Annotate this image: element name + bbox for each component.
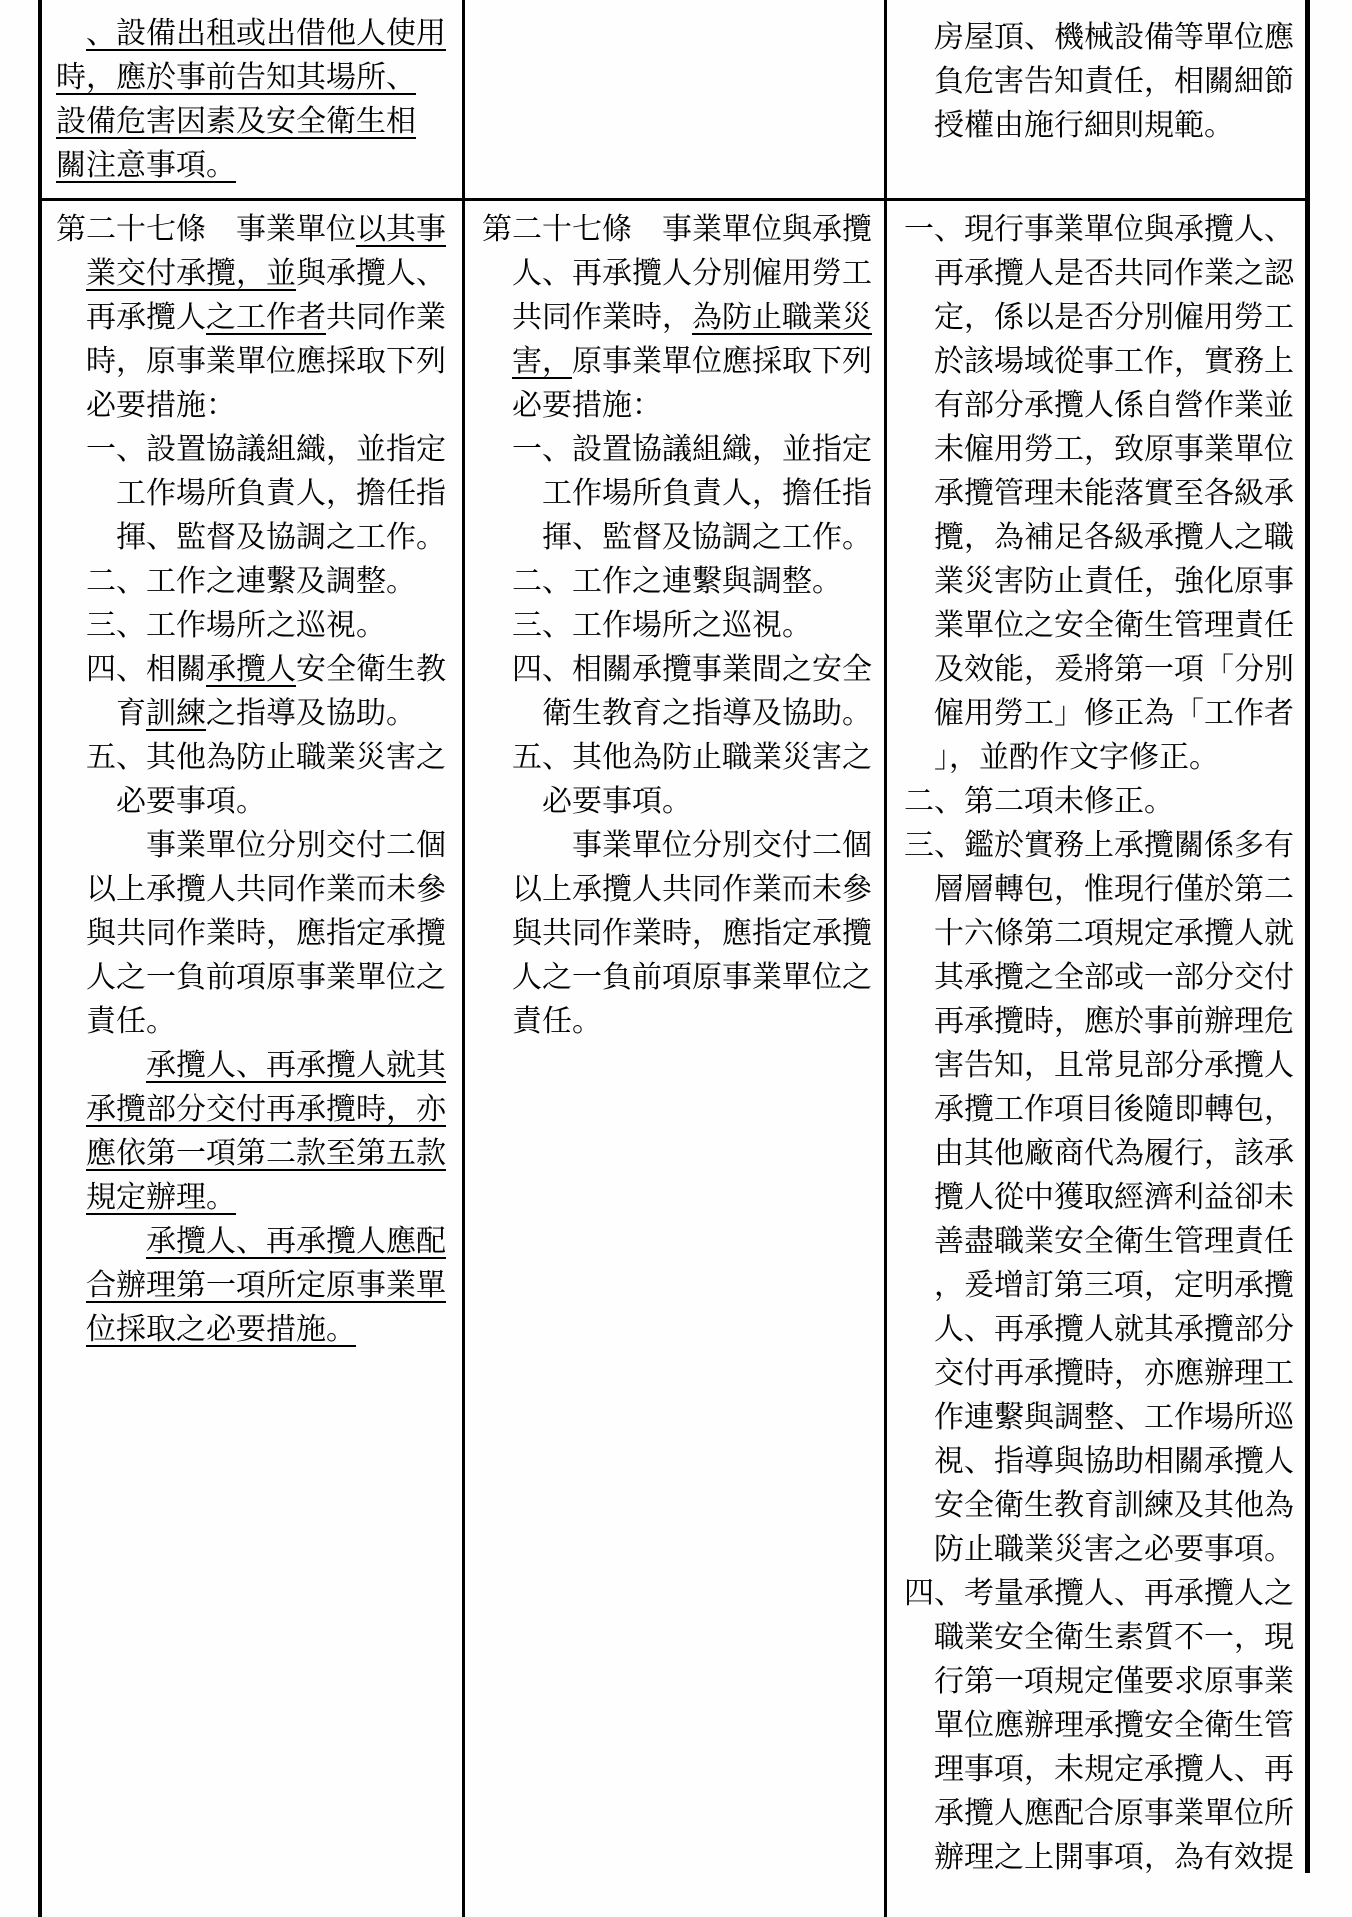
text: 共同作業: [326, 300, 446, 335]
underlined-text: 為防止職業災: [692, 300, 872, 335]
text: 再承攬人: [86, 300, 206, 335]
text-line: [56, 100, 446, 144]
text: 揮、監督及協調之工作。: [116, 520, 446, 555]
text: 第二十七條 事業單位與承攬: [482, 212, 872, 247]
text-line: [934, 736, 1294, 780]
text-line: [512, 296, 872, 340]
text: 授權由施行細則規範。: [934, 108, 1234, 143]
text: 僱用勞工」修正為「工作者: [934, 696, 1294, 731]
text-line: [904, 824, 1294, 868]
text: ，爰增訂第三項，定明承攬: [934, 1268, 1294, 1303]
text-line: [904, 208, 1294, 252]
text: 必要事項。: [116, 784, 266, 819]
underlined-text: 害，: [512, 344, 572, 379]
text-line: [934, 648, 1294, 692]
text: 負危害告知責任，相關細節: [934, 64, 1294, 99]
text: 人之一負前項原事業單位之: [86, 960, 446, 995]
text-line: [146, 1044, 446, 1088]
text-line: [934, 1528, 1294, 1572]
text: 責任。: [512, 1004, 602, 1039]
amended-article-continued-cell: [56, 12, 446, 188]
text: 責任。: [86, 1004, 176, 1039]
underlined-text: 訓練: [146, 696, 206, 731]
text-line: [512, 912, 872, 956]
text: 一、設置協議組織，並指定: [86, 432, 446, 467]
text-line: [934, 1484, 1294, 1528]
underlined-text: 合辦理第一項所定原事業單: [86, 1268, 446, 1303]
text: 層層轉包，惟現行僅於第二: [934, 872, 1294, 907]
text-line: [542, 692, 872, 736]
text: 工作場所負責人，擔任指: [542, 476, 872, 511]
text: 二、第二項未修正。: [904, 784, 1174, 819]
text-line: [56, 208, 446, 252]
text: 時，原事業單位應採取下列: [86, 344, 446, 379]
text: 以上承攬人共同作業而未參: [86, 872, 446, 907]
text: 交付再承攬時，亦應辦理工: [934, 1356, 1294, 1391]
text-line: [56, 144, 446, 188]
text: 三、工作場所之巡視。: [512, 608, 812, 643]
text-line: [934, 604, 1294, 648]
text: 攬，為補足各級承攬人之職: [934, 520, 1294, 555]
text-line: [934, 1616, 1294, 1660]
text-line: [934, 252, 1294, 296]
text-line: [934, 1792, 1294, 1836]
text: 一、現行事業單位與承攬人、: [904, 212, 1294, 247]
text: 二、工作之連繫與調整。: [512, 564, 842, 599]
text-line: [934, 516, 1294, 560]
text-line: [512, 868, 872, 912]
text: 定，係以是否分別僱用勞工: [934, 300, 1294, 335]
text-line: [116, 692, 446, 736]
underlined-text: 規定辦理。: [86, 1180, 236, 1215]
text: 安全衛生教: [296, 652, 446, 687]
text-line: [512, 340, 872, 384]
text-line: [934, 1132, 1294, 1176]
underlined-text: 時，應於事前告知其場所、: [56, 60, 416, 95]
text: 房屋頂、機械設備等單位應: [934, 20, 1294, 55]
text-line: [56, 56, 446, 100]
underlined-text: 業交付承攬，並: [86, 256, 296, 291]
text: 未僱用勞工，致原事業單位: [934, 432, 1294, 467]
table-right-border: [1305, 0, 1310, 1873]
text: 必要事項。: [542, 784, 692, 819]
text: 」，並酌作文字修正。: [934, 740, 1219, 775]
text: 五、其他為防止職業災害之: [512, 740, 872, 775]
text-line: [934, 912, 1294, 956]
text: 由其他廠商代為履行，該承: [934, 1136, 1294, 1171]
text: 辦理之上開事項，為有效提: [934, 1840, 1294, 1875]
text-line: [512, 736, 872, 780]
text-line: [542, 472, 872, 516]
text-line: [934, 296, 1294, 340]
text-line: [934, 560, 1294, 604]
text: 之指導及協助。: [206, 696, 416, 731]
text-line: [572, 824, 872, 868]
text: 再承攬時，應於事前辦理危: [934, 1004, 1294, 1039]
text-line: [86, 1132, 446, 1176]
text-line: [86, 1176, 446, 1220]
text: 視、指導與協助相關承攬人: [934, 1444, 1294, 1479]
text-line: [934, 1308, 1294, 1352]
text-line: [86, 736, 446, 780]
table-row-divider: [38, 198, 1310, 201]
text-line: [934, 384, 1294, 428]
text-line: [934, 1704, 1294, 1748]
text: 人之一負前項原事業單位之: [512, 960, 872, 995]
text-line: [934, 1264, 1294, 1308]
current-article-27-cell: [482, 208, 872, 1044]
text-line: [934, 472, 1294, 516]
text: 事業單位分別交付二個: [146, 828, 446, 863]
text-line: [904, 1572, 1294, 1616]
text-line: [86, 956, 446, 1000]
text-line: [86, 1000, 446, 1044]
underlined-text: 、設備出租或出借他人使用: [86, 16, 446, 51]
text: 共同作業時，: [512, 300, 692, 335]
text: 其承攬之全部或一部分交付: [934, 960, 1294, 995]
text-line: [934, 16, 1294, 60]
text: 攬人從中獲取經濟利益卻未: [934, 1180, 1294, 1215]
text: 四、相關承攬事業間之安全: [512, 652, 872, 687]
underlined-text: 承攬人: [206, 652, 296, 687]
table-column-divider-2: [884, 0, 887, 1917]
text: 必要措施：: [86, 388, 236, 423]
underlined-text: 以其事: [356, 212, 446, 247]
text-line: [934, 1440, 1294, 1484]
explanation-continued-cell: [904, 16, 1294, 148]
text-line: [512, 252, 872, 296]
text-line: [934, 1396, 1294, 1440]
text-line: [934, 1836, 1294, 1880]
text: 工作場所負責人，擔任指: [116, 476, 446, 511]
text-line: [86, 1264, 446, 1308]
text: 人、再承攬人就其承攬部分: [934, 1312, 1294, 1347]
text-line: [116, 472, 446, 516]
text-line: [934, 692, 1294, 736]
text-line: [482, 208, 872, 252]
text-line: [934, 1176, 1294, 1220]
text-line: [86, 296, 446, 340]
text-line: [934, 1044, 1294, 1088]
text-line: [86, 912, 446, 956]
text: 於該場域從事工作，實務上: [934, 344, 1294, 379]
text-line: [934, 1660, 1294, 1704]
text-line: [512, 428, 872, 472]
text: 安全衛生教育訓練及其他為: [934, 1488, 1294, 1523]
text: 行第一項規定僅要求原事業: [934, 1664, 1294, 1699]
text-line: [934, 104, 1294, 148]
text: 一、設置協議組織，並指定: [512, 432, 872, 467]
text: 害告知，且常見部分承攬人: [934, 1048, 1294, 1083]
text: 單位應辦理承攬安全衛生管: [934, 1708, 1294, 1743]
text: 與共同作業時，應指定承攬: [512, 916, 872, 951]
text-line: [542, 780, 872, 824]
text: 善盡職業安全衛生管理責任: [934, 1224, 1294, 1259]
text: 四、考量承攬人、再承攬人之: [904, 1576, 1294, 1611]
text: 揮、監督及協調之工作。: [542, 520, 872, 555]
underlined-text: 承攬人、再承攬人就其: [146, 1048, 446, 1083]
text: 業單位之安全衛生管理責任: [934, 608, 1294, 643]
text: 衛生教育之指導及協助。: [542, 696, 872, 731]
text-line: [86, 1088, 446, 1132]
text: 理事項，未規定承攬人、再: [934, 1752, 1294, 1787]
text-line: [934, 1000, 1294, 1044]
explanation-article-27-cell: [904, 208, 1294, 1880]
text-line: [512, 604, 872, 648]
text-line: [116, 780, 446, 824]
underlined-text: 應依第一項第二款至第五款: [86, 1136, 446, 1171]
text-line: [512, 648, 872, 692]
text: 三、鑑於實務上承攬關係多有: [904, 828, 1294, 863]
text-line: [116, 516, 446, 560]
text: 第二十七條 事業單位: [56, 212, 356, 247]
text: 職業安全衛生素質不一，現: [934, 1620, 1294, 1655]
text: 承攬管理未能落實至各級承: [934, 476, 1294, 511]
text: 原事業單位應採取下列: [572, 344, 872, 379]
text-line: [146, 1220, 446, 1264]
text-line: [542, 516, 872, 560]
text: 承攬人應配合原事業單位所: [934, 1796, 1294, 1831]
text-line: [512, 1000, 872, 1044]
text-line: [86, 428, 446, 472]
table-column-divider-1: [462, 0, 465, 1917]
amended-article-27-cell: [56, 208, 446, 1352]
text: 再承攬人是否共同作業之認: [934, 256, 1294, 291]
text-line: [86, 604, 446, 648]
text-line: [86, 12, 446, 56]
underlined-text: 設備危害因素及安全衛生相: [56, 104, 416, 139]
text-line: [934, 60, 1294, 104]
underlined-text: 之工作者: [206, 300, 326, 335]
text: 二、工作之連繫及調整。: [86, 564, 416, 599]
text-line: [934, 868, 1294, 912]
text: 業災害防止責任，強化原事: [934, 564, 1294, 599]
text: 以上承攬人共同作業而未參: [512, 872, 872, 907]
text: 有部分承攬人係自營作業並: [934, 388, 1294, 423]
text-line: [86, 560, 446, 604]
text-line: [146, 824, 446, 868]
text: 事業單位分別交付二個: [572, 828, 872, 863]
text: 及效能，爰將第一項「分別: [934, 652, 1294, 687]
text-line: [934, 956, 1294, 1000]
text-line: [934, 1352, 1294, 1396]
text: 承攬工作項目後隨即轉包，: [934, 1092, 1294, 1127]
text: 與共同作業時，應指定承攬: [86, 916, 446, 951]
text-line: [934, 1088, 1294, 1132]
underlined-text: 關注意事項。: [56, 148, 236, 183]
text: 十六條第二項規定承攬人就: [934, 916, 1294, 951]
underlined-text: 位採取之必要措施。: [86, 1312, 356, 1347]
text: 三、工作場所之巡視。: [86, 608, 386, 643]
text: 人、再承攬人分別僱用勞工: [512, 256, 872, 291]
text-line: [934, 1220, 1294, 1264]
underlined-text: 承攬部分交付再承攬時，亦: [86, 1092, 446, 1127]
text: 防止職業災害之必要事項。: [934, 1532, 1294, 1567]
text-line: [86, 868, 446, 912]
text-line: [904, 780, 1294, 824]
text-line: [86, 340, 446, 384]
text-line: [934, 340, 1294, 384]
text: 作連繫與調整、工作場所巡: [934, 1400, 1294, 1435]
underlined-text: 承攬人、再承攬人應配: [146, 1224, 446, 1259]
text-line: [86, 648, 446, 692]
text-line: [934, 428, 1294, 472]
text-line: [512, 384, 872, 428]
text: 育: [116, 696, 146, 731]
text: 必要措施：: [512, 388, 662, 423]
text-line: [86, 1308, 446, 1352]
text: 與承攬人、: [296, 256, 446, 291]
text: 五、其他為防止職業災害之: [86, 740, 446, 775]
text-line: [512, 560, 872, 604]
text-line: [512, 956, 872, 1000]
text-line: [86, 384, 446, 428]
text: 四、相關: [86, 652, 206, 687]
text-line: [934, 1748, 1294, 1792]
table-left-border: [38, 0, 42, 1917]
text-line: [86, 252, 446, 296]
